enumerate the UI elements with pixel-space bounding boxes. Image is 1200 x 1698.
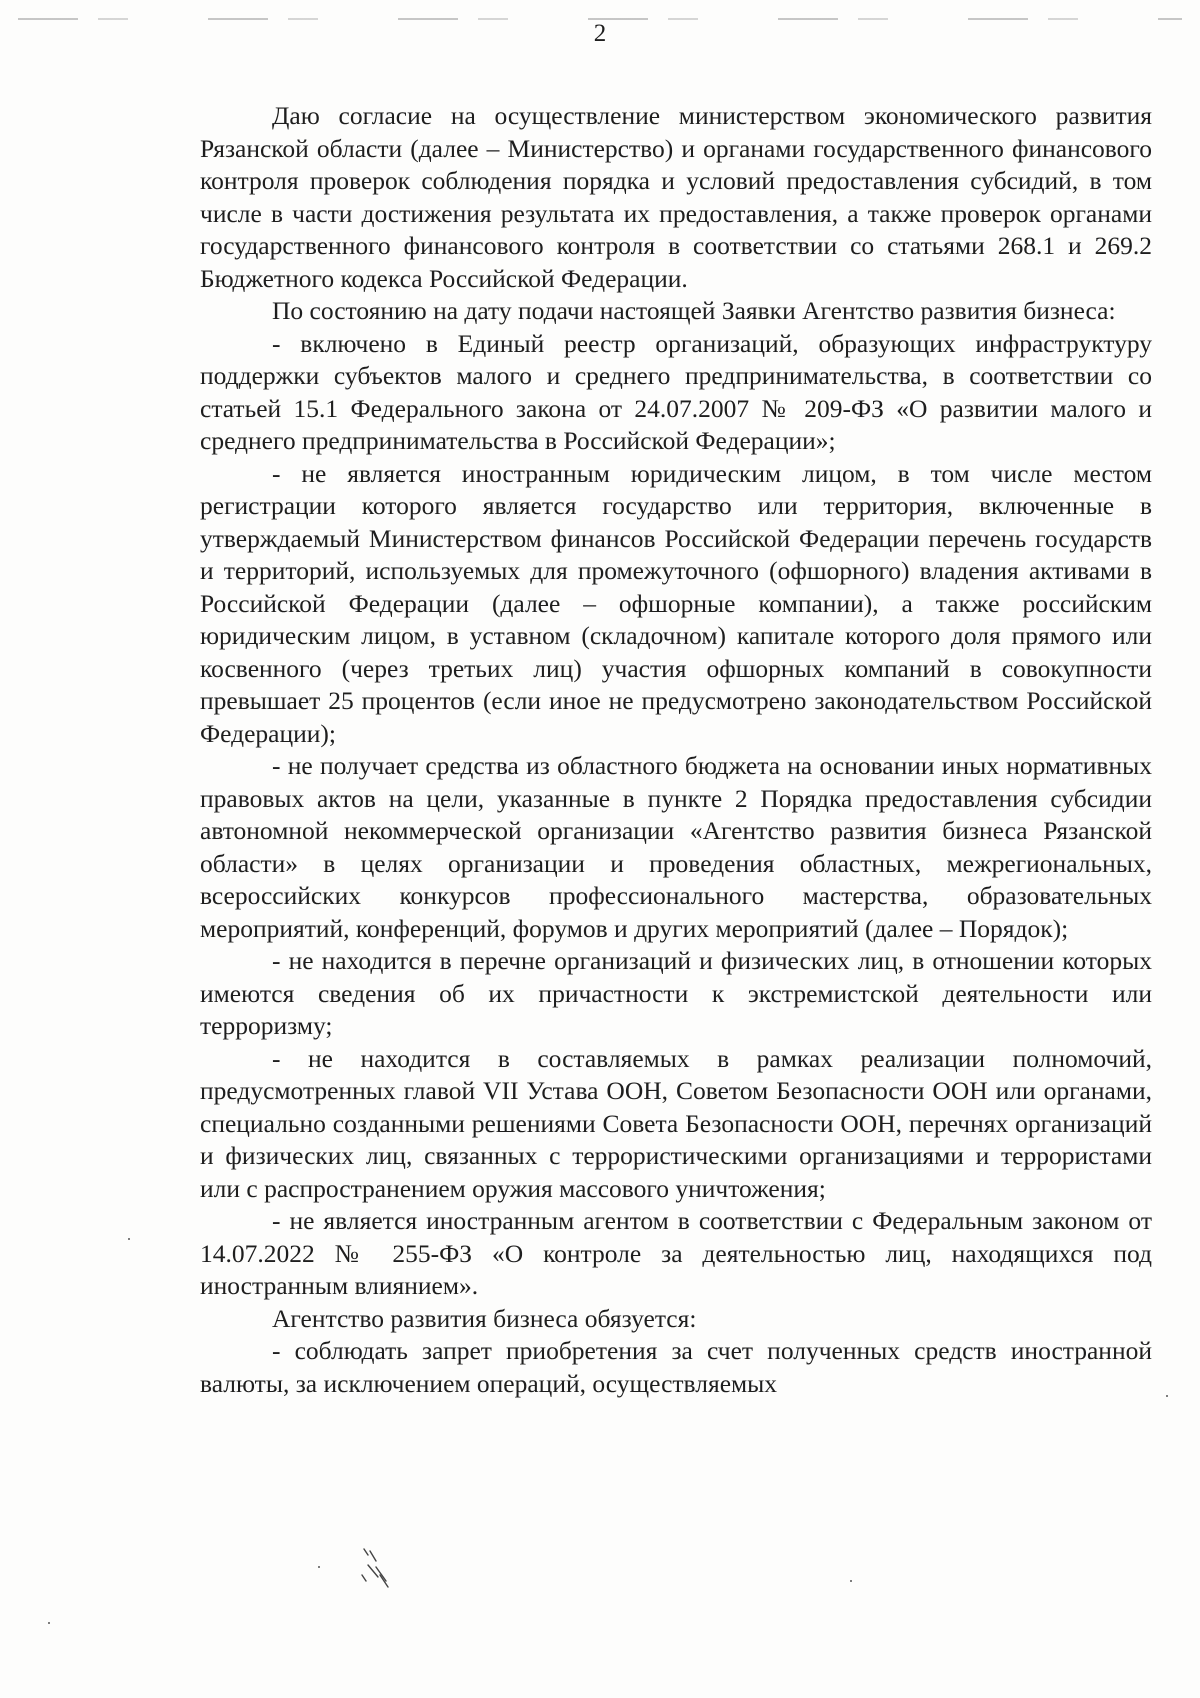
list-item-currency-ban: - соблюдать запрет приобретения за счет полученных средств иностранной валюты, за исключением операций, осуществляемых [200,1336,1152,1398]
list-item-no-other-funds: - не получает средства из областного бюджета на основании иных нормативных правовых актов на цели, указанные в пункте 2 Порядка предоставления субсидии автономной некоммерческой организации «Агентство развития бизнеса Рязанской области» в целях организации и проведения областных, межрегиональных, всероссийских конкурсов профессионального мастерства, образовательных мероприятий, конференций, форумов и других мероприятий (далее – Порядок); [200,751,1152,943]
scan-speck [318,1566,320,1568]
scan-speck [128,1238,130,1240]
list-item-not-extremist: - не находится в перечне организаций и физических лиц, в отношении которых имеются сведения об их причастности к экстремистской деятельности или терроризму; [200,946,1152,1040]
scan-speck [48,1622,50,1624]
list-item-not-foreign-entity: - не является иностранным юридическим лицом, в том числе местом регистрации которого является государство или территория, включенные в утверждаемый Министерством финансов Российской Федерации перечень государств и территорий, используемых для промежуточного (офшорного) владения активами в Российской Федерации (далее – офшорные компании), а также российским юридическим лицом, в уставном (складочном) капитале которого доля прямого или косвенного (через третьих лиц) участия офшорных компаний в совокупности превышает 25 процентов (если иное не предусмотрено законодательством Российской Федерации); [200,458,1152,748]
list-item-registry: - включено в Единый реестр организаций, образующих инфраструктуру поддержки субъектов малого и среднего предпринимательства, в соответствии со статьей 15.1 Федерального закона от 24.07.2007 № 209-ФЗ «О развитии малого и среднего предпринимательства в Российской Федерации»; [200,328,1152,455]
paragraph-status-intro: По состоянию на дату подачи настоящей Заявки Агентство развития бизнеса: [272,296,1116,325]
list-item-not-foreign-agent: - не является иностранным агентом в соответствии с Федеральным законом от 14.07.2022 № 255-ФЗ «О контроле за деятельностью лиц, находящихся под иностранным влиянием». [200,1206,1152,1300]
scan-speck [1166,1395,1168,1397]
scan-mark-artifact [360,1545,420,1595]
scan-speck [850,1580,852,1582]
document-body [200,100,1152,1400]
paragraph-obligations-intro: Агентство развития бизнеса обязуется: [272,1303,697,1333]
page-number: 2 [593,20,607,47]
list-item-not-un-sanctioned: - не находится в составляемых в рамках реализации полномочий, предусмотренных главой VII Устава ООН, Советом Безопасности ООН или органами, специально созданными решениями Совета Безопасности ООН, перечнях организаций и физических лиц, связанных с террористическими организациями и террористами или с распространением оружия массового уничтожения; [200,1043,1152,1203]
paragraph-consent: Даю согласие на осуществление министерством экономического развития Рязанской области (далее – Министерство) и органами государственного финансового контроля проверок соблюдения порядка и условий предоставления субсидий, в том числе в части достижения результата их предоставления, а также проверок органами государственного финансового контроля в соответствии со статьями 268.1 и 269.2 Бюджетного кодекса Российской Федерации. [200,101,1152,293]
